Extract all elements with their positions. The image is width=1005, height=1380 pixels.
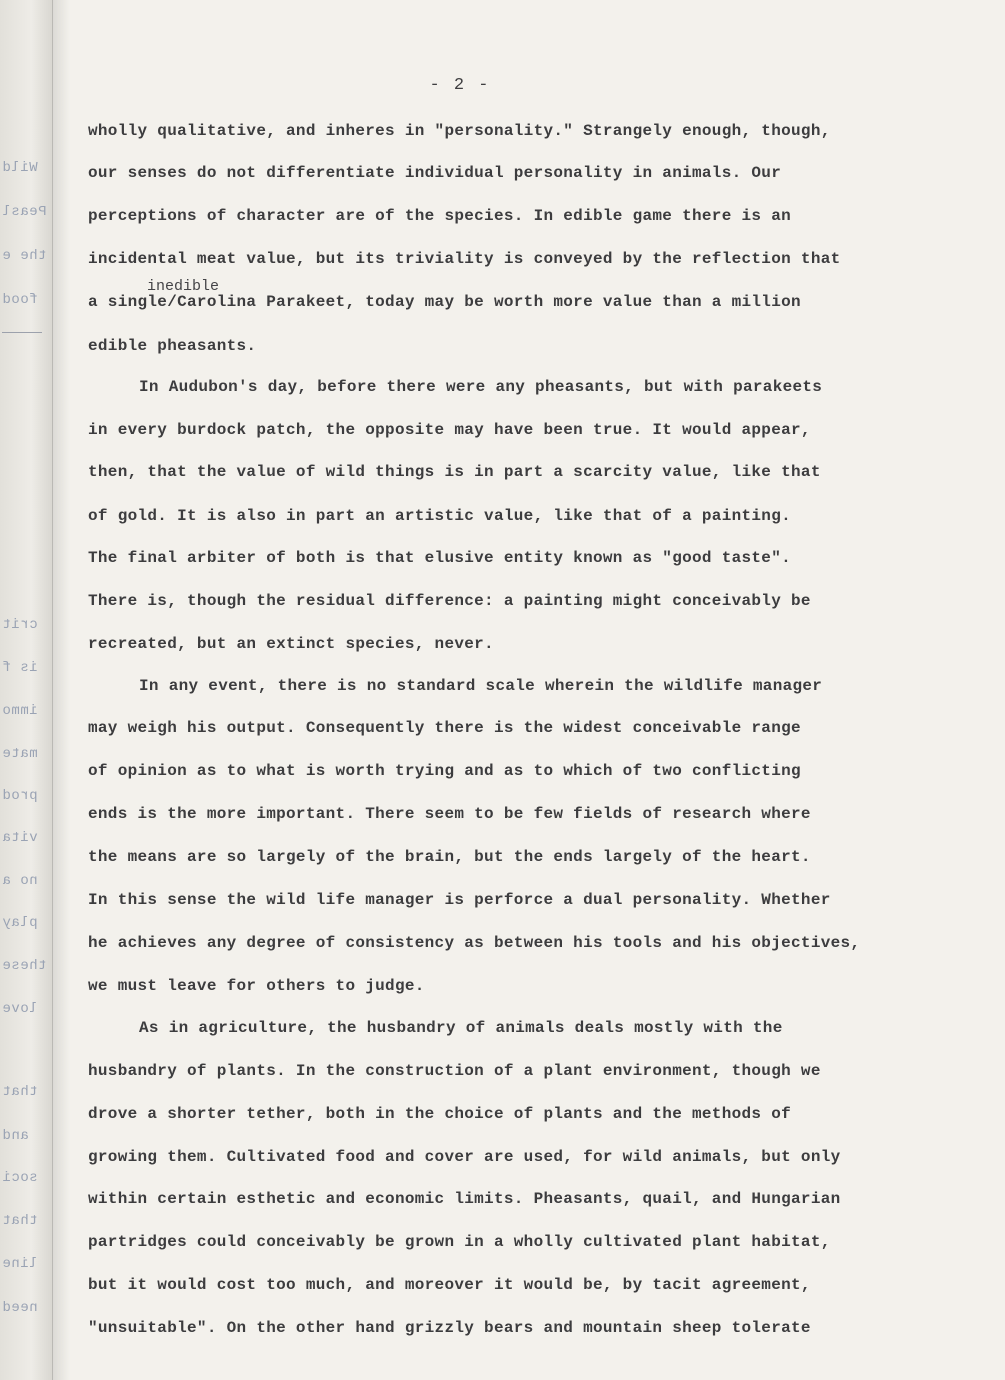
binding-shadow (52, 0, 70, 1380)
text-line: There is, though the residual difference: a painting might conceivably be (88, 592, 811, 610)
text-line: the means are so largely of the brain, but the ends largely of the heart. (88, 848, 811, 866)
text-line: husbandry of plants. In the construction of a plant environment, though we (88, 1062, 821, 1080)
bleed-word: that (2, 1213, 38, 1229)
text-line: in every burdock patch, the opposite may have been true. It would appear, (88, 421, 811, 439)
text-line: but it would cost too much, and moreover it would be, by tacit agreement, (88, 1276, 811, 1294)
bleed-word: mate (2, 746, 38, 762)
text-line: partridges could conceivably be grown in a wholly cultivated plant habitat, (88, 1233, 831, 1251)
text-line: recreated, but an extinct species, never. (88, 635, 494, 653)
text-line: then, that the value of wild things is in part a scarcity value, like that (88, 463, 821, 481)
text-line: ends is the more important. There seem to be few fields of research where (88, 805, 811, 823)
text-line: In this sense the wild life manager is perforce a dual personality. Whether (88, 891, 831, 909)
text-line: growing them. Cultivated food and cover are used, for wild animals, but only (88, 1148, 841, 1166)
text-line: he achieves any degree of consistency as between his tools and his objectives, (88, 934, 861, 952)
bleed-word: Wild (2, 160, 38, 176)
bleed-word: prod (2, 788, 38, 804)
text-line: perceptions of character are of the species. In edible game there is an (88, 207, 792, 225)
text-line: of gold. It is also in part an artistic value, like that of a painting. (88, 507, 792, 525)
text-line: The final arbiter of both is that elusive entity known as "good taste". (88, 549, 792, 567)
text-line: a single/Carolina Parakeet, today may be worth more value than a million (88, 293, 801, 311)
bleed-word: crit (2, 617, 38, 633)
text-line: within certain esthetic and economic limits. Pheasants, quail, and Hungarian (88, 1190, 841, 1208)
bleed-word: no a (2, 873, 38, 889)
text-line: our senses do not differentiate individual personality in animals. Our (88, 164, 782, 182)
text-line: may weigh his output. Consequently there is the widest conceivable range (88, 719, 801, 737)
bleed-word: is f (2, 660, 38, 676)
bleed-word: Peasl (2, 204, 47, 220)
text-line: "unsuitable". On the other hand grizzly bears and mountain sheep tolerate (88, 1319, 811, 1337)
bleed-word: vita (2, 830, 38, 846)
text-line: wholly qualitative, and inheres in "personality." Strangely enough, though, (88, 122, 831, 140)
text-line: As in agriculture, the husbandry of animals deals mostly with the (139, 1019, 783, 1037)
bleed-word: food (2, 292, 38, 308)
text-line: drove a shorter tether, both in the choice of plants and the methods of (88, 1105, 792, 1123)
text-line: In Audubon's day, before there were any pheasants, but with parakeets (139, 378, 823, 396)
bleed-word: immo (2, 703, 38, 719)
text-line: we must leave for others to judge. (88, 977, 425, 995)
text-line: In any event, there is no standard scale wherein the wildlife manager (139, 677, 823, 695)
bleed-word: line (2, 1256, 38, 1272)
bleed-word: the e (2, 248, 47, 264)
text-line: edible pheasants. (88, 337, 257, 355)
bleed-word: that (2, 1084, 38, 1100)
text-line: incidental meat value, but its triviality is conveyed by the reflection that (88, 250, 841, 268)
bleed-word: need (2, 1300, 38, 1316)
page-number: - 2 - (429, 76, 491, 95)
text-line: of opinion as to what is worth trying and as to which of two conflicting (88, 762, 801, 780)
bleed-word: love (2, 1001, 38, 1017)
handwritten-insertion: inedible (147, 278, 220, 295)
bleed-rule (2, 332, 42, 333)
bleed-word: these (2, 958, 47, 974)
bleed-word: soci (2, 1170, 38, 1186)
bleed-word: play (2, 915, 38, 931)
bleed-word: and (2, 1128, 29, 1144)
